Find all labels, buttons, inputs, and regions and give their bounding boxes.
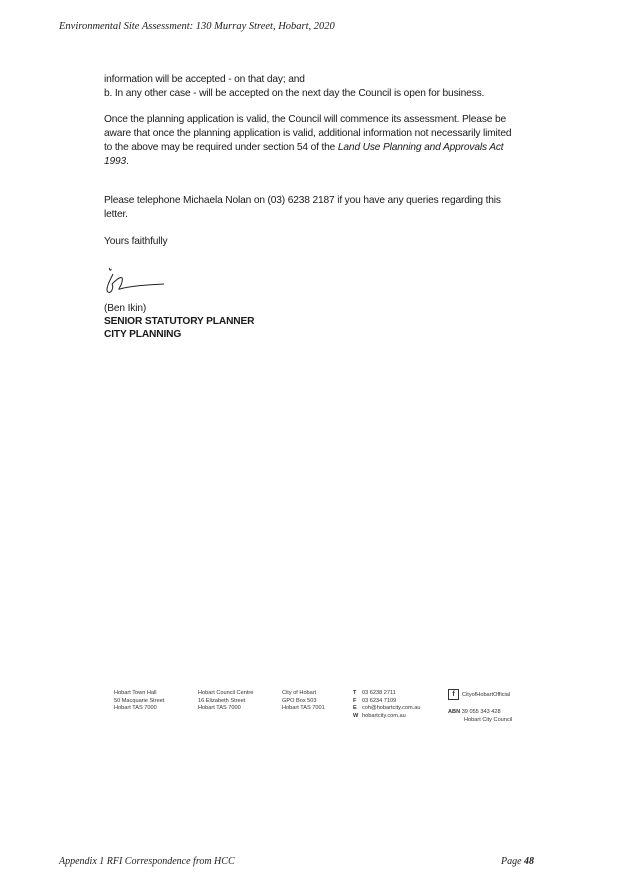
footer-fax (353, 698, 420, 706)
footer-facebook (448, 689, 510, 700)
letter-line-2: b. In any other case - will be accepted on the next day the Council is open for business. (104, 88, 485, 99)
website-label: W (353, 712, 359, 719)
letter-paragraph-assessment (104, 113, 514, 169)
email-label: E (353, 705, 357, 712)
fax-value: 03 6234 7109 (362, 697, 397, 704)
phone-value: 03 6238 2711 (362, 690, 396, 696)
footer-website (353, 713, 420, 721)
letter-contact-paragraph: Please telephone Michaela Nolan on (03) 6238 2187 if you have any queries regarding this letter. (104, 195, 501, 220)
footer-address-council-centre (198, 690, 253, 713)
footer-line: Hobart TAS 7000 (198, 705, 241, 712)
footer-address-postal (282, 690, 325, 713)
footer-line: Hobart Town Hall (114, 690, 157, 696)
phone-label: T (353, 690, 357, 696)
footer-email (353, 705, 420, 713)
page-number: 48 (524, 856, 535, 867)
footer-contact-details (353, 690, 420, 720)
website-value: hobartcity.com.au (362, 712, 406, 719)
facebook-handle: CityofHobartOfficial (462, 691, 511, 698)
footer-line: 16 Elizabeth Street (198, 697, 246, 704)
signatory-title: SENIOR STATUTORY PLANNER (104, 316, 255, 327)
footer-line: Hobart TAS 7001 (282, 705, 325, 712)
footer-address-town-hall (114, 690, 164, 713)
page-label: Page (501, 856, 525, 867)
footer-abn (448, 709, 512, 724)
footer-line: 50 Macquarie Street (114, 697, 165, 704)
letter-line-1: information will be accepted - on that day; and (104, 74, 305, 85)
email-value: coh@hobartcity.com.au (362, 705, 421, 712)
signature-block (104, 302, 514, 341)
facebook-icon: f (448, 689, 459, 700)
footer-social (448, 689, 510, 700)
fax-label: F (353, 697, 357, 704)
abn-entity: Hobart City Council (464, 716, 513, 723)
footer-line: GPO Box 503 (282, 697, 317, 704)
footer-line: Hobart TAS 7000 (114, 705, 157, 712)
assessment-text: Once the planning application is valid, the Council will commence its assessment. Please be aware that once the planning application is valid, additional information not necessarily limited to the above may be required under section 54 of the (104, 114, 512, 153)
footer-line: Hobart Council Centre (198, 690, 254, 696)
signatory-name: (Ben Ikin) (104, 303, 147, 314)
page-footer-page-number (501, 856, 534, 867)
footer-line: City of Hobart (282, 690, 317, 696)
act-title: Land Use Planning and Approvals Act 1993 (104, 142, 504, 167)
page-footer-appendix: Appendix 1 RFI Correspondence from HCC (59, 856, 235, 867)
running-header-title: Environmental Site Assessment: 130 Murray Street, Hobart, 2020 (59, 21, 335, 32)
assessment-end: . (126, 156, 129, 167)
abn-value: 39 055 343 428 (461, 709, 501, 715)
letter-closing: Yours faithfully (104, 236, 168, 247)
letter-body (104, 73, 514, 181)
footer-phone (353, 690, 420, 698)
abn-label: ABN (448, 709, 461, 715)
signature-image (100, 262, 166, 302)
signatory-department: CITY PLANNING (104, 329, 182, 340)
